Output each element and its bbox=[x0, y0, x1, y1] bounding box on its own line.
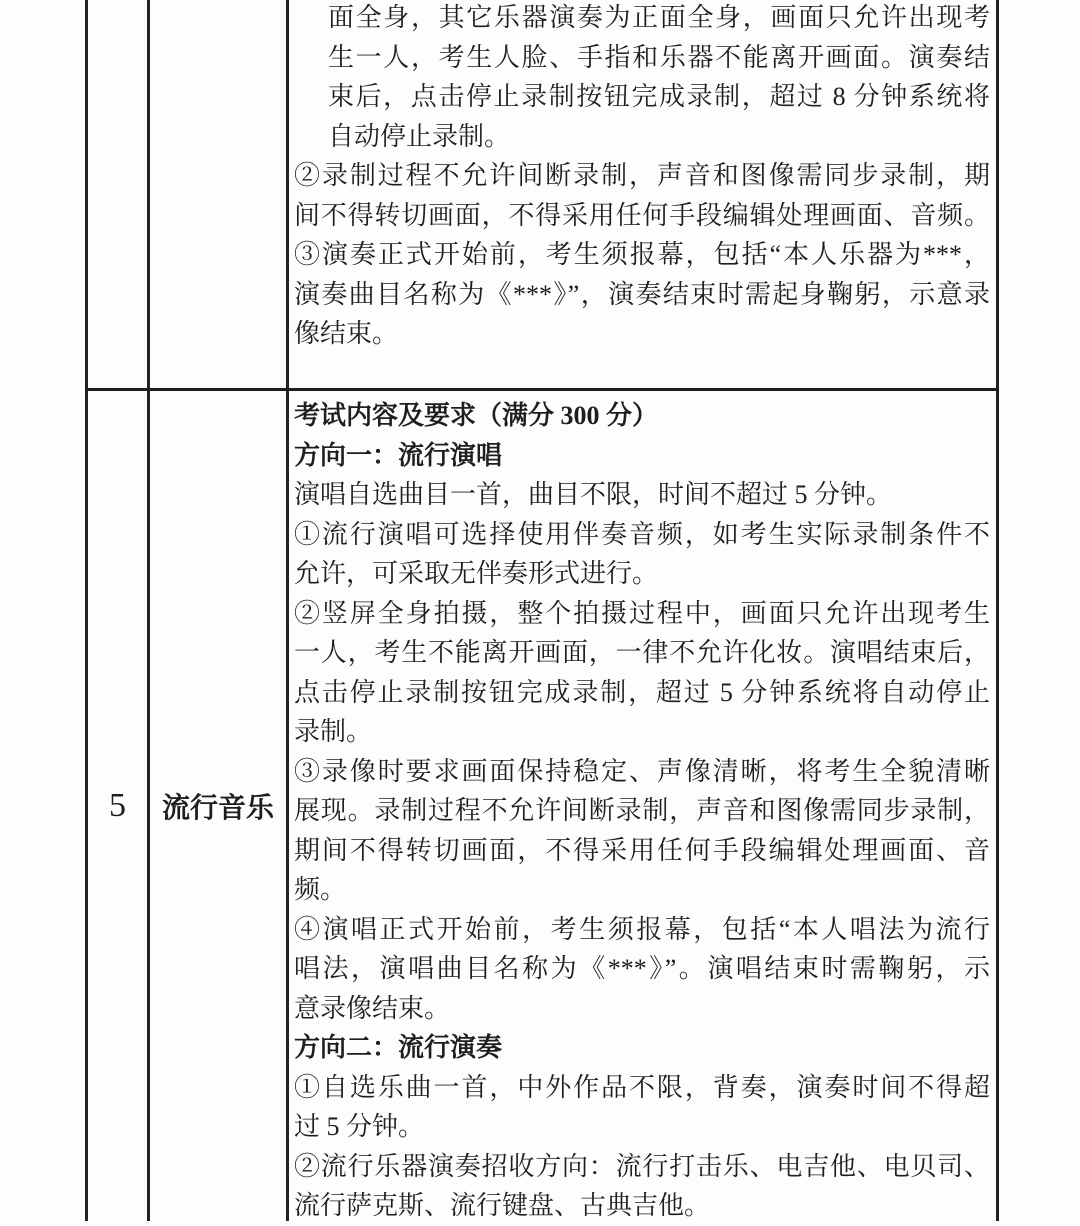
text-line: 生一人，考生人脸、手指和乐器不能离开画面。演奏结 bbox=[328, 42, 990, 72]
text-line: 允许，可采取无伴奏形式进行。 bbox=[294, 559, 659, 588]
text-line: 面全身，其它乐器演奏为正面全身，画面只允许出现考 bbox=[328, 3, 990, 32]
text-line: 唱法，演唱曲目名称为《***》”。演唱结束时需鞠躬，示 bbox=[294, 954, 990, 983]
row-seq-number: 5 bbox=[109, 787, 126, 824]
text-line: 方向二：流行演奏 bbox=[294, 1033, 503, 1062]
text-line: 自动停止录制。 bbox=[328, 121, 511, 151]
text-line: ③录像时要求画面保持稳定、声像清晰，将考生全貌清晰 bbox=[294, 756, 990, 786]
text-line: 演唱自选曲目一首，曲目不限，时间不超过 5 分钟。 bbox=[294, 480, 893, 509]
text-line: 方向一：流行演唱 bbox=[294, 440, 503, 470]
text-line: ①自选乐曲一首，中外作品不限，背奏，演奏时间不得超 bbox=[294, 1072, 990, 1102]
text-line: 过 5 分钟。 bbox=[294, 1112, 425, 1141]
text-line: 流行萨克斯、流行键盘、古典吉他。 bbox=[294, 1191, 711, 1220]
text-line: 间不得转切画面，不得采用任何手段编辑处理画面、音频。 bbox=[294, 200, 990, 230]
text-line: 像结束。 bbox=[294, 319, 399, 348]
row-category-label: 流行音乐 bbox=[161, 793, 274, 824]
row5-content-cell bbox=[294, 396, 990, 1226]
text-line: ②流行乐器演奏招收方向：流行打击乐、电吉他、电贝司、 bbox=[294, 1151, 990, 1181]
text-line: 展现。录制过程不允许间断录制，声音和图像需同步录制， bbox=[294, 796, 990, 825]
text-line: ④演唱正式开始前，考生须报幕，包括“本人唱法为流行 bbox=[294, 914, 990, 944]
text-line: 束后，点击停止录制按钮完成录制，超过 8 分钟系统将 bbox=[328, 82, 990, 111]
text-line: 演奏曲目名称为《***》”，演奏结束时需起身鞠躬，示意录 bbox=[294, 279, 990, 309]
text-line: ①流行演唱可选择使用伴奏音频，如考生实际录制条件不 bbox=[294, 519, 990, 549]
text-line: ③演奏正式开始前，考生须报幕，包括“本人乐器为***， bbox=[294, 240, 990, 269]
text-line: 期间不得转切画面，不得采用任何手段编辑处理画面、音 bbox=[294, 835, 990, 865]
table-border-right bbox=[996, 0, 999, 1221]
text-line: ②竖屏全身拍摄，整个拍摄过程中，画面只允许出现考生 bbox=[294, 598, 990, 628]
row5-category-cell bbox=[150, 391, 286, 1221]
text-line: 考试内容及要求（满分 300 分） bbox=[294, 401, 659, 430]
text-line: 点击停止录制按钮完成录制，超过 5 分钟系统将自动停止 bbox=[294, 677, 990, 707]
text-line: 一人，考生不能离开画面，一律不允许化妆。演唱结束后， bbox=[294, 638, 990, 667]
row5-seq-cell bbox=[88, 391, 147, 1221]
table-border-col2-col3 bbox=[286, 0, 289, 1221]
text-line: 录制。 bbox=[294, 717, 373, 746]
text-line: 意录像结束。 bbox=[294, 993, 451, 1023]
text-line: ②录制过程不允许间断录制，声音和图像需同步录制，期 bbox=[294, 161, 990, 190]
text-line: 频。 bbox=[294, 875, 347, 904]
row4-content-cell bbox=[294, 0, 990, 354]
